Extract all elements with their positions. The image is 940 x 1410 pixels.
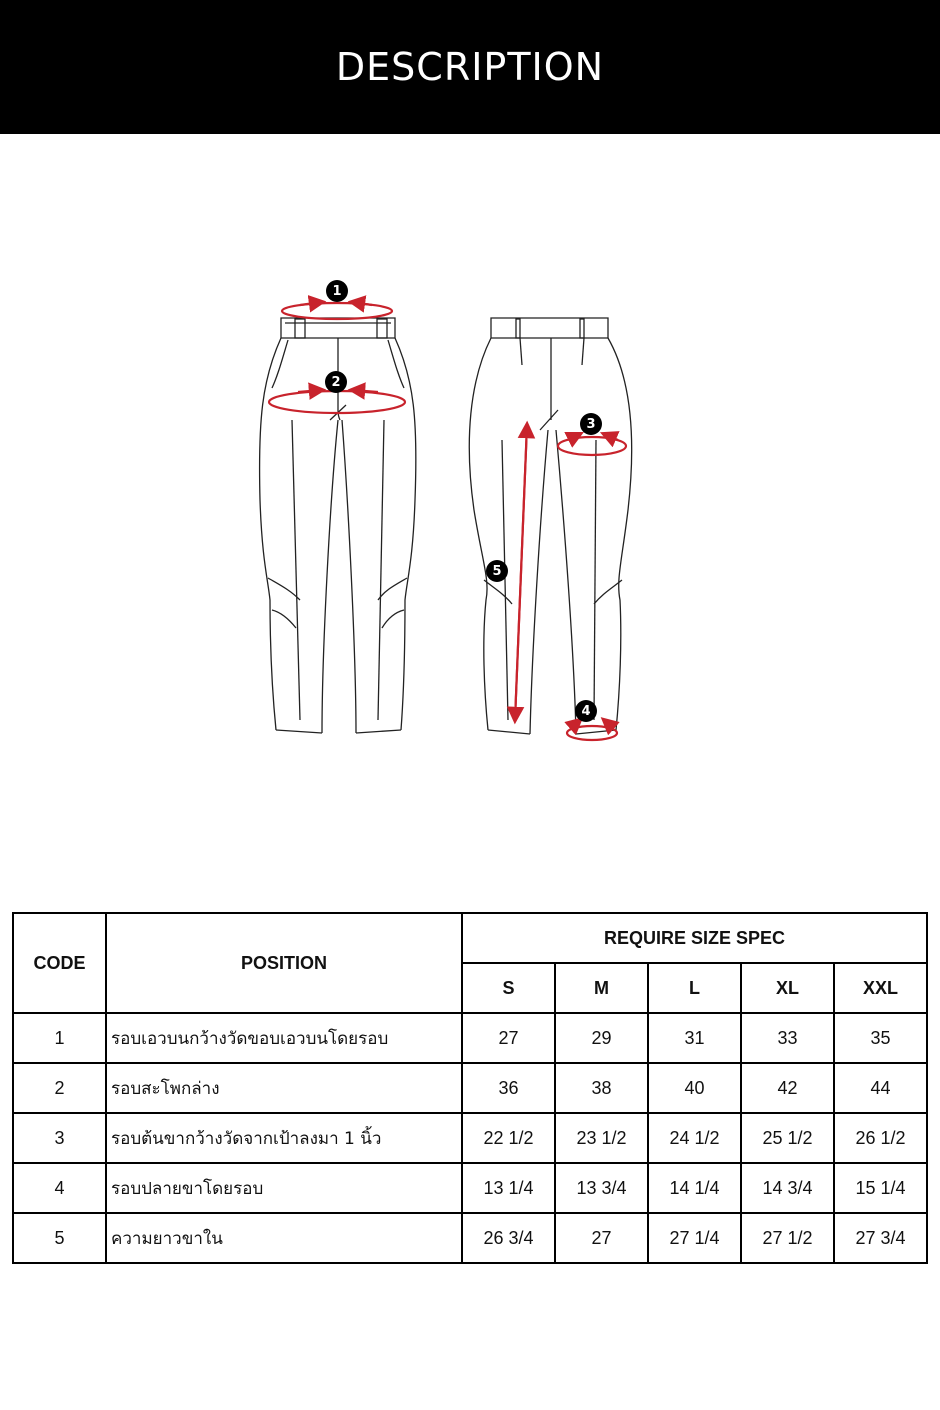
marker-4: 4 bbox=[575, 700, 597, 722]
row-value: 23 1/2 bbox=[555, 1113, 648, 1163]
row-position: รอบปลายขาโดยรอบ bbox=[106, 1163, 462, 1213]
back-pants-outline bbox=[469, 318, 631, 734]
measurement-marks bbox=[269, 302, 626, 740]
row-value: 35 bbox=[834, 1013, 927, 1063]
row-code: 4 bbox=[13, 1163, 106, 1213]
row-position: รอบต้นขากว้างวัดจากเป้าลงมา 1 นิ้ว bbox=[106, 1113, 462, 1163]
row-value: 33 bbox=[741, 1013, 834, 1063]
header-spec: REQUIRE SIZE SPEC bbox=[462, 913, 927, 963]
row-code: 5 bbox=[13, 1213, 106, 1263]
row-value: 40 bbox=[648, 1063, 741, 1113]
marker-1: 1 bbox=[326, 280, 348, 302]
row-value: 22 1/2 bbox=[462, 1113, 555, 1163]
row-value: 15 1/4 bbox=[834, 1163, 927, 1213]
row-value: 27 1/2 bbox=[741, 1213, 834, 1263]
table-row bbox=[13, 1213, 927, 1263]
row-value: 27 1/4 bbox=[648, 1213, 741, 1263]
row-value: 13 3/4 bbox=[555, 1163, 648, 1213]
marker-3: 3 bbox=[580, 413, 602, 435]
table-row bbox=[13, 1063, 927, 1113]
header-size: XXL bbox=[834, 963, 927, 1013]
row-value: 27 bbox=[555, 1213, 648, 1263]
marker-2: 2 bbox=[325, 371, 347, 393]
row-code: 3 bbox=[13, 1113, 106, 1163]
row-value: 42 bbox=[741, 1063, 834, 1113]
header-size: M bbox=[555, 963, 648, 1013]
row-value: 24 1/2 bbox=[648, 1113, 741, 1163]
header-size: L bbox=[648, 963, 741, 1013]
row-value: 27 bbox=[462, 1013, 555, 1063]
row-value: 13 1/4 bbox=[462, 1163, 555, 1213]
front-pants-outline bbox=[260, 318, 416, 733]
row-value: 36 bbox=[462, 1063, 555, 1113]
row-value: 14 1/4 bbox=[648, 1163, 741, 1213]
row-value: 26 3/4 bbox=[462, 1213, 555, 1263]
row-value: 44 bbox=[834, 1063, 927, 1113]
row-position: ความยาวขาใน bbox=[106, 1213, 462, 1263]
table-row bbox=[13, 1113, 927, 1163]
table-row bbox=[13, 1163, 927, 1213]
row-code: 2 bbox=[13, 1063, 106, 1113]
row-value: 31 bbox=[648, 1013, 741, 1063]
row-position: รอบสะโพกล่าง bbox=[106, 1063, 462, 1113]
row-value: 26 1/2 bbox=[834, 1113, 927, 1163]
header-position: POSITION bbox=[106, 913, 462, 1013]
row-value: 14 3/4 bbox=[741, 1163, 834, 1213]
header-code: CODE bbox=[13, 913, 106, 1013]
row-value: 27 3/4 bbox=[834, 1213, 927, 1263]
size-spec-table bbox=[12, 912, 928, 1264]
row-value: 29 bbox=[555, 1013, 648, 1063]
table-row bbox=[13, 1013, 927, 1063]
row-value: 25 1/2 bbox=[741, 1113, 834, 1163]
marker-5: 5 bbox=[486, 560, 508, 582]
row-code: 1 bbox=[13, 1013, 106, 1063]
page-title: DESCRIPTION bbox=[335, 45, 605, 89]
header-size: XL bbox=[741, 963, 834, 1013]
header-bar bbox=[0, 0, 940, 134]
row-value: 38 bbox=[555, 1063, 648, 1113]
row-position: รอบเอวบนกว้างวัดขอบเอวบนโดยรอบ bbox=[106, 1013, 462, 1063]
header-size: S bbox=[462, 963, 555, 1013]
